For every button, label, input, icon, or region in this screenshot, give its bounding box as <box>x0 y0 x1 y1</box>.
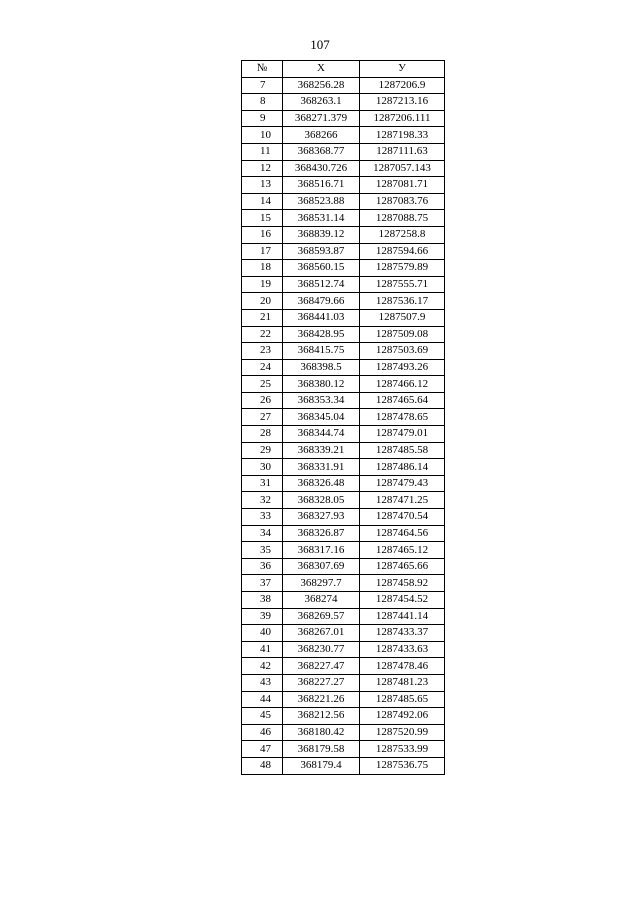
table-row <box>242 691 445 708</box>
cell-y: 1287433.63 <box>360 641 445 658</box>
cell-x: 368479.66 <box>283 293 360 310</box>
cell-number: 8 <box>242 94 283 111</box>
coordinates-table <box>241 60 445 775</box>
table-row <box>242 674 445 691</box>
table-row <box>242 343 445 360</box>
table-row <box>242 542 445 559</box>
cell-x: 368179.4 <box>283 757 360 774</box>
cell-x: 368269.57 <box>283 608 360 625</box>
cell-y: 1287206.111 <box>360 110 445 127</box>
table-row <box>242 110 445 127</box>
table-row <box>242 77 445 94</box>
cell-number: 31 <box>242 475 283 492</box>
cell-number: 12 <box>242 160 283 177</box>
table-row <box>242 376 445 393</box>
cell-number: 35 <box>242 542 283 559</box>
cell-x: 368415.75 <box>283 343 360 360</box>
cell-number: 42 <box>242 658 283 675</box>
table-row <box>242 592 445 609</box>
cell-number: 19 <box>242 276 283 293</box>
table-row <box>242 359 445 376</box>
cell-number: 7 <box>242 77 283 94</box>
cell-number: 18 <box>242 260 283 277</box>
cell-number: 22 <box>242 326 283 343</box>
table-row <box>242 177 445 194</box>
table-row <box>242 293 445 310</box>
cell-y: 1287206.9 <box>360 77 445 94</box>
table-row <box>242 741 445 758</box>
table-row <box>242 426 445 443</box>
cell-number: 48 <box>242 757 283 774</box>
cell-y: 1287485.58 <box>360 442 445 459</box>
table-row <box>242 160 445 177</box>
table-row <box>242 757 445 774</box>
cell-x: 368297.7 <box>283 575 360 592</box>
cell-number: 28 <box>242 426 283 443</box>
header-number: № <box>242 61 283 78</box>
cell-number: 27 <box>242 409 283 426</box>
cell-x: 368839.12 <box>283 226 360 243</box>
cell-number: 45 <box>242 708 283 725</box>
cell-number: 11 <box>242 143 283 160</box>
cell-number: 47 <box>242 741 283 758</box>
cell-x: 368256.28 <box>283 77 360 94</box>
cell-number: 32 <box>242 492 283 509</box>
cell-x: 368267.01 <box>283 625 360 642</box>
cell-x: 368345.04 <box>283 409 360 426</box>
cell-x: 368179.58 <box>283 741 360 758</box>
cell-x: 368326.48 <box>283 475 360 492</box>
table-row <box>242 392 445 409</box>
cell-number: 17 <box>242 243 283 260</box>
header-x: Х <box>283 61 360 78</box>
cell-y: 1287492.06 <box>360 708 445 725</box>
table-row <box>242 94 445 111</box>
cell-y: 1287478.65 <box>360 409 445 426</box>
cell-x: 368531.14 <box>283 210 360 227</box>
cell-y: 1287441.14 <box>360 608 445 625</box>
table-row <box>242 475 445 492</box>
cell-y: 1287536.17 <box>360 293 445 310</box>
cell-number: 16 <box>242 226 283 243</box>
table-row <box>242 210 445 227</box>
cell-y: 1287465.64 <box>360 392 445 409</box>
cell-y: 1287198.33 <box>360 127 445 144</box>
table-row <box>242 309 445 326</box>
cell-y: 1287465.12 <box>360 542 445 559</box>
cell-x: 368428.95 <box>283 326 360 343</box>
cell-number: 30 <box>242 459 283 476</box>
table-row <box>242 143 445 160</box>
cell-x: 368331.91 <box>283 459 360 476</box>
cell-y: 1287057.143 <box>360 160 445 177</box>
cell-y: 1287258.8 <box>360 226 445 243</box>
cell-number: 10 <box>242 127 283 144</box>
cell-number: 26 <box>242 392 283 409</box>
cell-x: 368266 <box>283 127 360 144</box>
table-row <box>242 625 445 642</box>
cell-y: 1287509.08 <box>360 326 445 343</box>
cell-number: 14 <box>242 193 283 210</box>
cell-y: 1287485.65 <box>360 691 445 708</box>
cell-x: 368274 <box>283 592 360 609</box>
table-row <box>242 243 445 260</box>
table-row <box>242 459 445 476</box>
cell-x: 368317.16 <box>283 542 360 559</box>
cell-x: 368221.26 <box>283 691 360 708</box>
cell-x: 368353.34 <box>283 392 360 409</box>
cell-x: 368328.05 <box>283 492 360 509</box>
cell-y: 1287083.76 <box>360 193 445 210</box>
cell-y: 1287111.63 <box>360 143 445 160</box>
cell-x: 368307.69 <box>283 558 360 575</box>
cell-y: 1287458.92 <box>360 575 445 592</box>
cell-x: 368380.12 <box>283 376 360 393</box>
table-row <box>242 492 445 509</box>
page-number: 107 <box>310 37 330 52</box>
cell-x: 368430.726 <box>283 160 360 177</box>
cell-number: 46 <box>242 724 283 741</box>
cell-y: 1287520.99 <box>360 724 445 741</box>
cell-y: 1287503.69 <box>360 343 445 360</box>
cell-y: 1287594.66 <box>360 243 445 260</box>
cell-number: 39 <box>242 608 283 625</box>
cell-y: 1287507.9 <box>360 309 445 326</box>
cell-y: 1287555.71 <box>360 276 445 293</box>
table-header-row <box>242 61 445 78</box>
cell-x: 368263.1 <box>283 94 360 111</box>
cell-number: 20 <box>242 293 283 310</box>
cell-number: 38 <box>242 592 283 609</box>
cell-number: 44 <box>242 691 283 708</box>
cell-x: 368227.27 <box>283 674 360 691</box>
table-row <box>242 575 445 592</box>
table-row <box>242 276 445 293</box>
cell-x: 368227.47 <box>283 658 360 675</box>
table-row <box>242 658 445 675</box>
cell-x: 368398.5 <box>283 359 360 376</box>
cell-y: 1287536.75 <box>360 757 445 774</box>
cell-y: 1287213.16 <box>360 94 445 111</box>
cell-x: 368516.71 <box>283 177 360 194</box>
cell-number: 33 <box>242 509 283 526</box>
cell-y: 1287465.66 <box>360 558 445 575</box>
cell-number: 23 <box>242 343 283 360</box>
cell-x: 368441.03 <box>283 309 360 326</box>
cell-y: 1287433.37 <box>360 625 445 642</box>
cell-y: 1287478.46 <box>360 658 445 675</box>
cell-y: 1287471.25 <box>360 492 445 509</box>
cell-number: 43 <box>242 674 283 691</box>
table-row <box>242 708 445 725</box>
cell-x: 368327.93 <box>283 509 360 526</box>
cell-x: 368230.77 <box>283 641 360 658</box>
cell-number: 37 <box>242 575 283 592</box>
cell-y: 1287470.54 <box>360 509 445 526</box>
table-row <box>242 724 445 741</box>
cell-y: 1287464.56 <box>360 525 445 542</box>
cell-y: 1287088.75 <box>360 210 445 227</box>
cell-number: 40 <box>242 625 283 642</box>
cell-number: 24 <box>242 359 283 376</box>
cell-number: 36 <box>242 558 283 575</box>
cell-x: 368180.42 <box>283 724 360 741</box>
cell-y: 1287081.71 <box>360 177 445 194</box>
table-row <box>242 193 445 210</box>
table-row <box>242 641 445 658</box>
cell-x: 368339.21 <box>283 442 360 459</box>
cell-x: 368368.77 <box>283 143 360 160</box>
cell-y: 1287493.26 <box>360 359 445 376</box>
table-row <box>242 509 445 526</box>
cell-x: 368593.87 <box>283 243 360 260</box>
cell-number: 9 <box>242 110 283 127</box>
cell-number: 25 <box>242 376 283 393</box>
cell-x: 368212.56 <box>283 708 360 725</box>
cell-y: 1287533.99 <box>360 741 445 758</box>
cell-number: 34 <box>242 525 283 542</box>
table-row <box>242 525 445 542</box>
table-row <box>242 608 445 625</box>
cell-x: 368523.88 <box>283 193 360 210</box>
cell-x: 368271.379 <box>283 110 360 127</box>
cell-y: 1287466.12 <box>360 376 445 393</box>
cell-number: 15 <box>242 210 283 227</box>
cell-y: 1287479.43 <box>360 475 445 492</box>
cell-y: 1287454.52 <box>360 592 445 609</box>
cell-y: 1287486.14 <box>360 459 445 476</box>
cell-number: 13 <box>242 177 283 194</box>
table-row <box>242 260 445 277</box>
table-row <box>242 409 445 426</box>
cell-y: 1287579.89 <box>360 260 445 277</box>
cell-number: 41 <box>242 641 283 658</box>
cell-x: 368560.15 <box>283 260 360 277</box>
cell-x: 368326.87 <box>283 525 360 542</box>
table-row <box>242 442 445 459</box>
cell-x: 368512.74 <box>283 276 360 293</box>
table-row <box>242 558 445 575</box>
table-row <box>242 326 445 343</box>
cell-number: 29 <box>242 442 283 459</box>
cell-x: 368344.74 <box>283 426 360 443</box>
cell-y: 1287481.23 <box>360 674 445 691</box>
cell-y: 1287479.01 <box>360 426 445 443</box>
header-y: У <box>360 61 445 78</box>
cell-number: 21 <box>242 309 283 326</box>
table-row <box>242 127 445 144</box>
table-row <box>242 226 445 243</box>
